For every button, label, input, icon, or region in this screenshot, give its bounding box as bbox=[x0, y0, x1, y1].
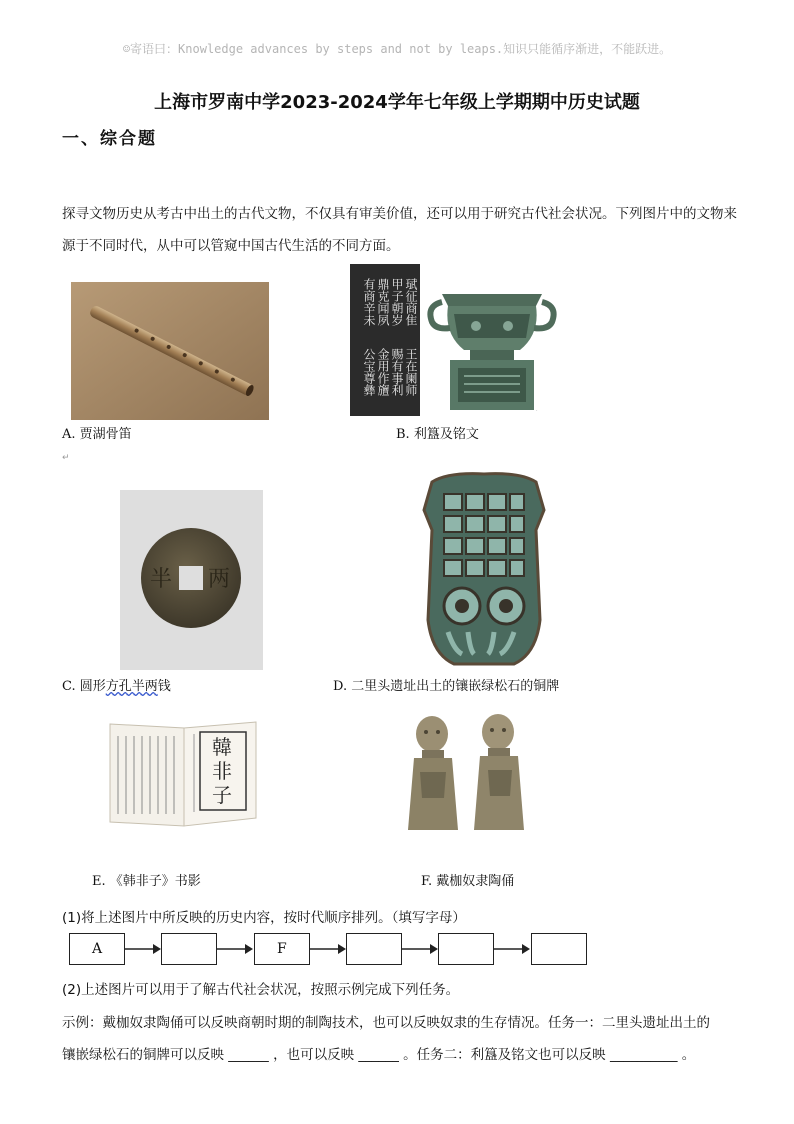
inscription-col-3: 鼎克闻夙 bbox=[376, 278, 390, 326]
section-heading: 一、综合题 bbox=[62, 129, 157, 149]
order-box-6[interactable] bbox=[531, 933, 587, 965]
caption-f: F. 戴枷奴隶陶俑 bbox=[421, 874, 515, 889]
caption-b: B. 利簋及铭文 bbox=[396, 427, 479, 442]
question-2-text: (2)上述图片可以用于了解古代社会状况，按照示例完成下列任务。 bbox=[62, 982, 460, 998]
question-1-text: (1)将上述图片中所反映的历史内容，按时代顺序排列。（填写字母） bbox=[62, 910, 466, 926]
coin-char-left: 半 bbox=[150, 567, 173, 592]
inscription-col-4: 有商辛未 bbox=[362, 278, 376, 326]
inscription-col-8: 公宝尊彝 bbox=[362, 348, 376, 396]
book-char-1: 韓 bbox=[212, 735, 232, 759]
caption-d: D. 二里头遗址出土的镶嵌绿松石的铜牌 bbox=[333, 679, 560, 694]
coin-char-right: 两 bbox=[208, 567, 231, 592]
image-slave-figurines bbox=[400, 712, 532, 836]
inscription-col-2: 甲子朝岁 bbox=[390, 278, 404, 326]
order-box-1[interactable]: A bbox=[69, 933, 125, 965]
image-watermark: · bbox=[536, 408, 538, 414]
header-motto: ☺寄语曰：Knowledge advances by steps and not by leaps.知识只能循序渐进，不能跃进。 bbox=[122, 42, 672, 56]
inscription-col-7: 金用作旜 bbox=[376, 348, 390, 396]
image-bone-flute bbox=[71, 282, 269, 420]
caption-e: E. 《韩非子》书影 bbox=[92, 874, 201, 889]
image-turquoise-plaque bbox=[418, 470, 550, 668]
question-2-example-line1: 示例：戴枷奴隶陶俑可以反映商朝时期的制陶技术，也可以反映奴隶的生存情况。任务一：二里头遗址出土的 bbox=[62, 1015, 710, 1031]
image-li-gui-inscription bbox=[350, 264, 420, 416]
inscription-col-5: 王在阑师 bbox=[404, 348, 418, 396]
order-arrow-5 bbox=[494, 942, 530, 956]
caption-c-suffix: 钱 bbox=[157, 679, 171, 694]
order-arrow-2 bbox=[217, 942, 253, 956]
order-box-5[interactable] bbox=[438, 933, 494, 965]
order-box-3[interactable]: F bbox=[254, 933, 310, 965]
order-box-4[interactable] bbox=[346, 933, 402, 965]
image-banliang-coin bbox=[120, 490, 263, 670]
image-hanfeizi-book bbox=[104, 714, 262, 832]
stray-return-mark: ↵ bbox=[62, 453, 70, 463]
image-li-gui-vessel bbox=[424, 284, 560, 416]
question-2-example-line2: 镶嵌绿松石的铜牌可以反映 ______ ，也可以反映 ______ 。任务二：利簋及铭文也可以反映 __________ 。 bbox=[62, 1047, 696, 1063]
caption-c-underlined: 方孔半两 bbox=[105, 679, 158, 694]
caption-c bbox=[62, 675, 171, 694]
page-title: 上海市罗南中学2023-2024学年七年级上学期期中历史试题 bbox=[154, 92, 640, 113]
book-char-2: 非 bbox=[212, 759, 232, 783]
order-arrow-3 bbox=[310, 942, 346, 956]
inscription-col-1: 珷征商隹 bbox=[404, 278, 418, 326]
book-char-3: 子 bbox=[212, 783, 232, 807]
order-arrow-1 bbox=[125, 942, 161, 956]
caption-a: A. 贾湖骨笛 bbox=[62, 427, 132, 442]
order-arrow-4 bbox=[402, 942, 438, 956]
order-box-2[interactable] bbox=[161, 933, 217, 965]
caption-c-prefix: C. 圆形 bbox=[62, 679, 106, 694]
intro-paragraph: 探寻文物历史从考古中出土的古代文物，不仅具有审美价值，还可以用于研究古代社会状况。下列图片中的文物来源于不同时代，从中可以管窥中国古代生活的不同方面。 bbox=[62, 206, 737, 254]
inscription-col-6: 赐有事利 bbox=[390, 348, 404, 396]
